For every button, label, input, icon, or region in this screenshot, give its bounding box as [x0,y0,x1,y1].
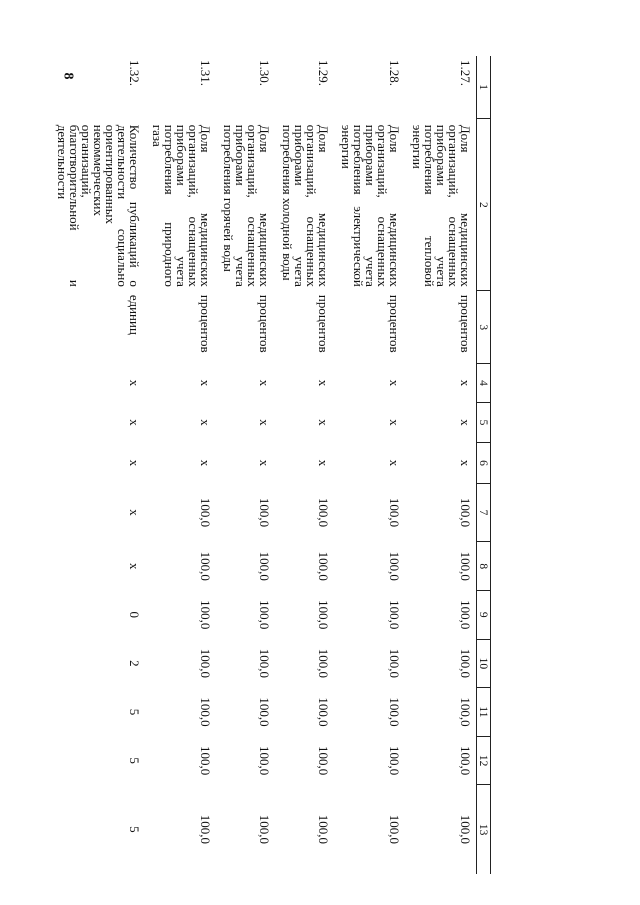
table-cell-c9: 0 [127,611,142,619]
table-cell-c6: х [127,459,142,467]
table-cell-c6: х [257,459,272,467]
table-cell-c11: 100,0 [316,697,331,727]
table-cell-c5: х [458,419,473,426]
header-cell: 2 [477,119,491,291]
header-cell: 13 [477,785,491,874]
header-cell: 1 [477,84,490,90]
table-cell-c12: 100,0 [458,745,473,776]
header-cell: 5 [477,402,491,442]
table-cell-c5: х [198,419,213,426]
table-cell-c8: 100,0 [387,551,402,581]
table-cell-c6: х [198,459,213,467]
table-cell-c9: 100,0 [316,600,331,630]
indicators-table [54,56,491,874]
table-cell-c7: 100,0 [257,497,272,528]
table-cell-c11: 5 [127,708,142,716]
table-cell-unit: процентов [257,294,272,353]
table-cell-c7: 100,0 [316,497,331,528]
table-cell-num: 1.28. [387,60,402,86]
table-cell-name: Количество публикаций о деятельности социально ориентированных некоммерческих организаций, благотворительной и деятельности [55,124,142,287]
table-cell-c13: 100,0 [198,814,213,845]
table-row [149,56,216,874]
header-cell: 4 [477,364,491,402]
header-cell: 7 [477,483,491,542]
row-gap [275,56,279,874]
table-cell-num: 1.27. [458,60,473,86]
table-cell-c9: 100,0 [257,600,272,630]
table-cell-c8: 100,0 [198,551,213,581]
header-row [477,56,491,874]
table-cell-c4: х [127,379,142,387]
table-cell-c13: 100,0 [316,814,331,845]
table-cell-unit: процентов [198,294,213,353]
table-cell-unit: единиц [127,294,142,335]
table-cell-c6: х [387,459,402,467]
table-cell-c7: х [127,509,142,516]
table-cell-c5: х [316,419,331,426]
table-cell-c10: 100,0 [198,648,213,678]
header-cell: 12 [477,736,491,785]
table-cell-num: 1.32. [127,60,142,86]
header-cell: 9 [477,590,491,639]
header-cell: 8 [477,542,491,591]
row-gap [145,56,149,874]
row-gap [405,56,409,874]
table-row [54,56,145,874]
table-cell-c4: х [316,379,331,387]
table-cell-c5: х [257,419,272,426]
table-cell-c6: х [458,459,473,467]
table-cell-num: 1.30. [257,60,272,86]
table-cell-c8: х [127,562,142,570]
table-cell-c12: 5 [127,757,142,764]
header-cell: 10 [477,639,491,688]
table-cell-c12: 100,0 [316,745,331,776]
header-cell: 6 [477,443,491,483]
table-cell-c8: 100,0 [458,551,473,581]
rotated-table-container [55,56,491,874]
page-number: 8 [60,72,76,80]
table-cell-c4: х [198,379,213,387]
table-cell-c10: 100,0 [257,648,272,678]
table-cell-c8: 100,0 [316,551,331,581]
table-cell-unit: процентов [316,294,331,353]
table-cell-c13: 100,0 [387,814,402,845]
table-cell-num: 1.31. [198,60,213,86]
table-cell-c11: 100,0 [198,697,213,727]
table-cell-c9: 100,0 [458,600,473,630]
header-cell: 11 [477,688,491,737]
table-cell-name: Доля медицинских организаций, оснащенных приборами учета потребления горячей воды [221,124,272,287]
table-cell-c10: 100,0 [458,648,473,678]
table-cell-c13: 5 [127,826,142,833]
row-gap [334,56,338,874]
table-cell-c12: 100,0 [198,745,213,776]
table-cell-c4: х [387,379,402,387]
header-cell: 3 [477,291,491,364]
table-cell-unit: процентов [458,294,473,353]
table-cell-c9: 100,0 [387,600,402,630]
table-cell-c7: 100,0 [458,497,473,528]
table-cell-c6: х [316,459,331,467]
table-cell-c7: 100,0 [198,497,213,528]
table-cell-c10: 100,0 [387,648,402,678]
table-cell-name: Доля медицинских организаций, оснащенных приборами учета потребления тепловой энергии [410,124,473,287]
table-cell-c10: 2 [127,660,142,667]
table-cell-num: 1.29. [316,60,331,86]
table-cell-unit: процентов [387,294,402,353]
row-gap [216,56,220,874]
table-cell-c12: 100,0 [257,745,272,776]
table-row [220,56,275,874]
table-cell-c5: х [127,419,142,426]
table-cell-c5: х [387,419,402,426]
table-cell-c11: 100,0 [387,697,402,727]
table-cell-name: Доля медицинских организаций, оснащенных приборами учета потребления электрической энергии [339,124,402,287]
table-row [338,56,405,874]
table-cell-name: Доля медицинских организаций, оснащенных приборами учета потребления природного газа [150,124,213,287]
table-cell-c12: 100,0 [387,745,402,776]
table-cell-c10: 100,0 [316,648,331,678]
table-row [279,56,334,874]
table-cell-name: Доля медицинских организаций, оснащенных приборами учета потребления холодной воды [280,124,331,287]
table-cell-c7: 100,0 [387,497,402,528]
table-row [409,56,477,874]
table-cell-c4: х [458,379,473,387]
table-cell-c9: 100,0 [198,600,213,630]
table-cell-c13: 100,0 [458,814,473,845]
table-cell-c8: 100,0 [257,551,272,581]
table-cell-c13: 100,0 [257,814,272,845]
table-cell-c11: 100,0 [458,697,473,727]
table-cell-c11: 100,0 [257,697,272,727]
table-cell-c4: х [257,379,272,387]
